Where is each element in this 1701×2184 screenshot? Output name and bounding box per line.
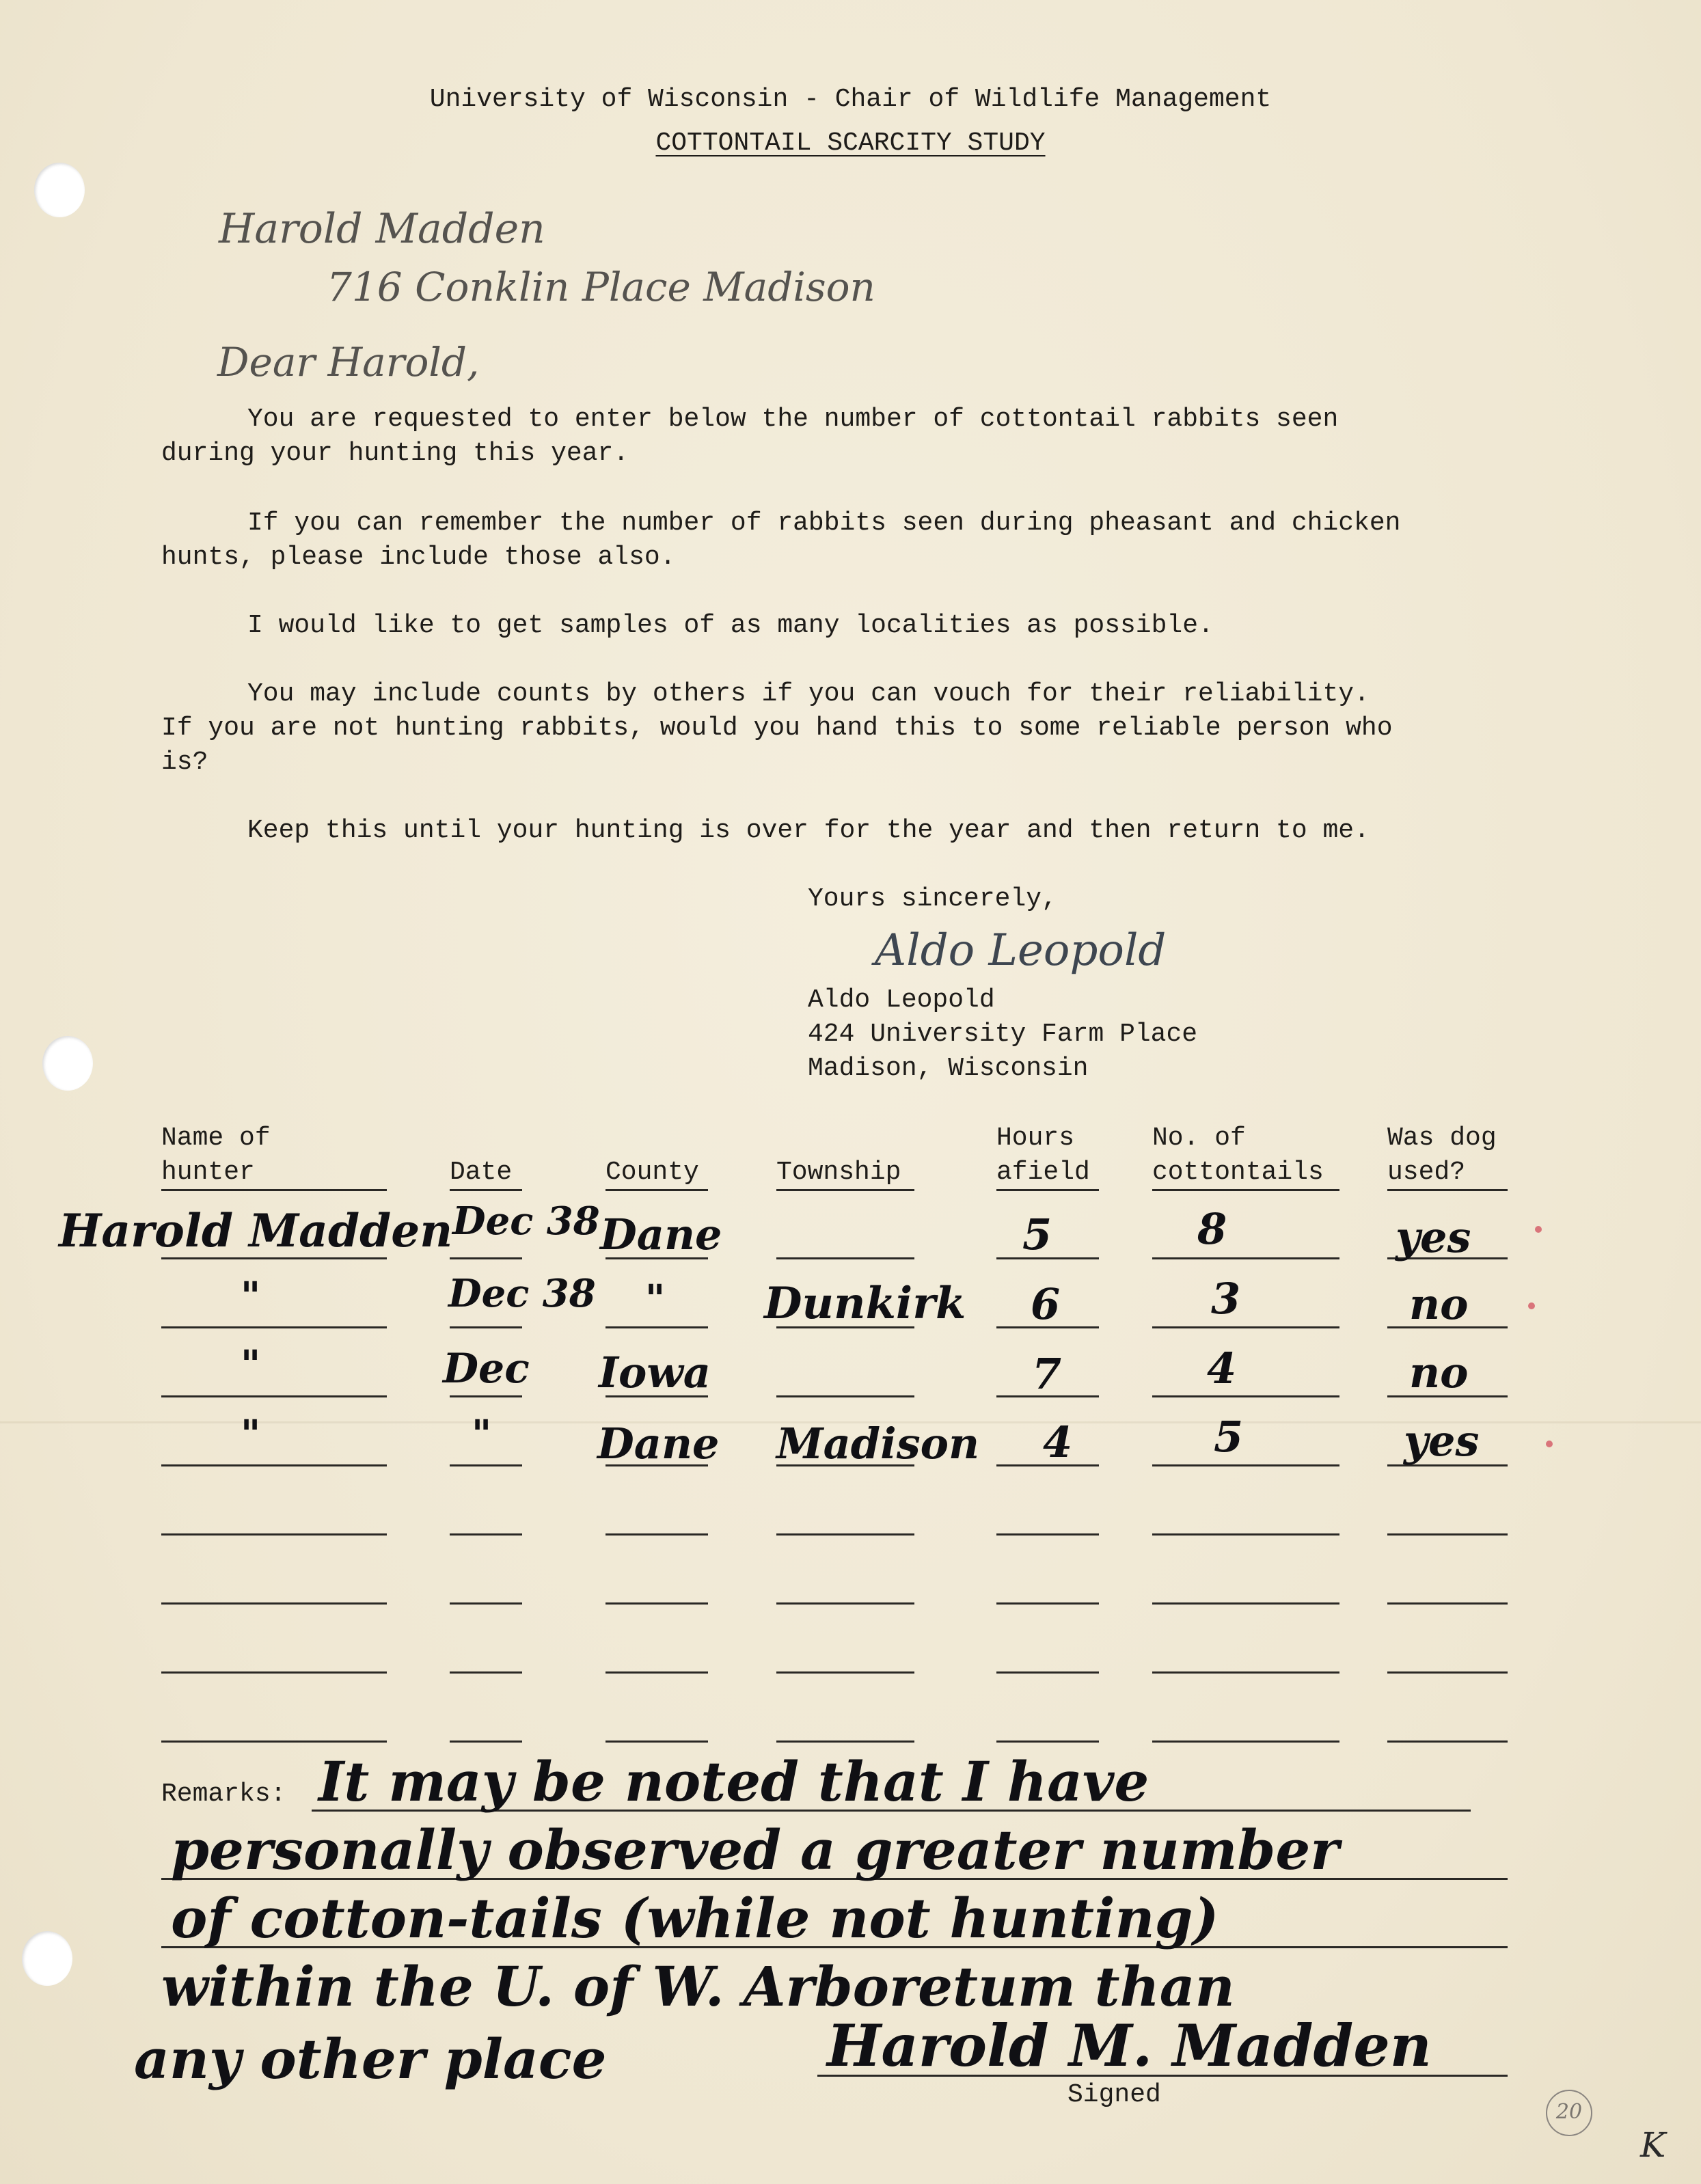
remarks-label: Remarks: bbox=[161, 1779, 286, 1809]
table-blank-line bbox=[161, 1533, 387, 1535]
table-blank-line bbox=[1152, 1464, 1339, 1466]
row-4-township: Madison bbox=[776, 1419, 980, 1469]
addressee-name: Harold Madden bbox=[219, 205, 545, 253]
table-blank-line bbox=[776, 1257, 914, 1259]
table-blank-line bbox=[776, 1602, 914, 1605]
table-blank-line bbox=[1152, 1741, 1339, 1743]
header-rule bbox=[776, 1189, 914, 1191]
red-tick-mark bbox=[1528, 1302, 1535, 1309]
document-title: COTTONTAIL SCARCITY STUDY bbox=[655, 128, 1046, 158]
institution-header: University of Wisconsin - Chair of Wildlife Management bbox=[429, 85, 1272, 114]
header-dog-1: Was dog bbox=[1387, 1123, 1497, 1153]
table-blank-line bbox=[450, 1533, 522, 1535]
table-blank-line bbox=[1152, 1326, 1339, 1328]
sender-name: Aldo Leopold bbox=[808, 985, 995, 1015]
row-4-dog: yes bbox=[1404, 1416, 1480, 1466]
table-blank-line bbox=[605, 1533, 708, 1535]
circled-number: 20 bbox=[1546, 2090, 1592, 2136]
table-blank-line bbox=[1152, 1533, 1339, 1535]
letter-paragraph-4: You may include counts by others if you can vouch for their reliability. bbox=[247, 679, 1370, 709]
table-blank-line bbox=[1152, 1671, 1339, 1674]
table-blank-line bbox=[161, 1395, 387, 1397]
letter-paragraph-2-cont: hunts, please include those also. bbox=[161, 543, 676, 572]
table-blank-line bbox=[161, 1464, 387, 1466]
header-hours-1: Hours bbox=[996, 1123, 1075, 1153]
row-4-date: " bbox=[472, 1412, 492, 1457]
table-blank-line bbox=[161, 1257, 387, 1259]
letter-paragraph-2: If you can remember the number of rabbits seen during pheasant and chicken bbox=[247, 508, 1401, 538]
sender-address-2: Madison, Wisconsin bbox=[808, 1054, 1089, 1083]
table-blank-line bbox=[1387, 1741, 1508, 1743]
table-blank-line bbox=[161, 1741, 387, 1743]
table-blank-line bbox=[161, 1326, 387, 1328]
table-blank-line bbox=[161, 1602, 387, 1605]
punch-hole bbox=[34, 163, 85, 217]
row-3-date: Dec bbox=[443, 1345, 530, 1393]
table-blank-line bbox=[996, 1533, 1099, 1535]
madden-signature: Harold M. Madden bbox=[827, 2012, 1432, 2079]
table-blank-line bbox=[450, 1741, 522, 1743]
table-blank-line bbox=[605, 1326, 708, 1328]
remarks-line-5: any other place bbox=[134, 2027, 607, 2091]
table-blank-line bbox=[605, 1741, 708, 1743]
table-blank-line bbox=[605, 1602, 708, 1605]
table-blank-line bbox=[450, 1395, 522, 1397]
header-name-2: hunter bbox=[161, 1158, 255, 1187]
header-name-1: Name of bbox=[161, 1123, 271, 1153]
row-2-county: " bbox=[645, 1277, 666, 1322]
remarks-line-2: personally observed a greater number bbox=[171, 1818, 1339, 1882]
red-tick-mark bbox=[1535, 1226, 1542, 1233]
row-1-dog: yes bbox=[1396, 1212, 1471, 1262]
row-2-dog: no bbox=[1409, 1279, 1469, 1329]
header-dog-2: used? bbox=[1387, 1158, 1466, 1187]
row-1-date: Dec 38 bbox=[452, 1199, 600, 1244]
row-4-count: 5 bbox=[1214, 1412, 1244, 1462]
signed-label: Signed bbox=[1067, 2080, 1161, 2110]
header-rule bbox=[1152, 1189, 1339, 1191]
row-1-name: Harold Madden bbox=[59, 1204, 453, 1257]
header-date: Date bbox=[450, 1158, 513, 1187]
table-blank-line bbox=[996, 1671, 1099, 1674]
header-rule bbox=[996, 1189, 1099, 1191]
row-3-hours: 7 bbox=[1032, 1349, 1062, 1399]
row-3-dog: no bbox=[1409, 1348, 1469, 1397]
remarks-line-3: of cotton-tails (while not hunting) bbox=[171, 1886, 1219, 1950]
table-blank-line bbox=[776, 1395, 914, 1397]
valediction: Yours sincerely, bbox=[808, 884, 1057, 914]
table-blank-line bbox=[450, 1326, 522, 1328]
addressee-address: 716 Conklin Place Madison bbox=[327, 264, 875, 310]
letter-paragraph-4-end: is? bbox=[161, 748, 208, 777]
table-blank-line bbox=[1387, 1671, 1508, 1674]
table-blank-line bbox=[1152, 1602, 1339, 1605]
salutation: Dear Harold, bbox=[217, 339, 480, 385]
header-count-2: cottontails bbox=[1152, 1158, 1324, 1187]
row-4-name: " bbox=[241, 1412, 261, 1457]
table-blank-line bbox=[605, 1671, 708, 1674]
letter-paragraph-3: I would like to get samples of as many localities as possible. bbox=[247, 611, 1214, 640]
punch-hole bbox=[22, 1931, 72, 1986]
table-blank-line bbox=[450, 1257, 522, 1259]
header-township: Township bbox=[776, 1158, 901, 1187]
row-2-hours: 6 bbox=[1031, 1279, 1061, 1329]
remarks-line-4: within the U. of W. Arboretum than bbox=[161, 1954, 1235, 2019]
header-rule bbox=[161, 1189, 387, 1191]
letter-paragraph-1: You are requested to enter below the number of cottontail rabbits seen bbox=[247, 405, 1339, 434]
header-rule bbox=[450, 1189, 522, 1191]
remarks-line-1: It may be noted that I have bbox=[318, 1749, 1149, 1814]
header-count-1: No. of bbox=[1152, 1123, 1246, 1153]
row-3-name: " bbox=[241, 1342, 261, 1387]
punch-hole bbox=[42, 1036, 93, 1091]
row-2-count: 3 bbox=[1211, 1274, 1241, 1324]
table-blank-line bbox=[776, 1671, 914, 1674]
row-2-name: " bbox=[241, 1274, 261, 1319]
header-hours-2: afield bbox=[996, 1158, 1090, 1187]
table-blank-line bbox=[1387, 1533, 1508, 1535]
red-tick-mark bbox=[1546, 1441, 1553, 1447]
table-blank-line bbox=[996, 1602, 1099, 1605]
header-county: County bbox=[605, 1158, 699, 1187]
row-1-count: 8 bbox=[1197, 1204, 1227, 1254]
table-blank-line bbox=[996, 1741, 1099, 1743]
table-blank-line bbox=[1387, 1602, 1508, 1605]
corner-mark: K bbox=[1640, 2125, 1666, 2165]
table-blank-line bbox=[1152, 1257, 1339, 1259]
table-blank-line bbox=[450, 1671, 522, 1674]
row-2-township: Dunkirk bbox=[764, 1278, 966, 1329]
row-1-hours: 5 bbox=[1022, 1210, 1052, 1259]
letter-paragraph-5: Keep this until your hunting is over for the year and then return to me. bbox=[247, 816, 1370, 845]
table-blank-line bbox=[161, 1671, 387, 1674]
sender-address-1: 424 University Farm Place bbox=[808, 1020, 1198, 1049]
table-blank-line bbox=[776, 1741, 914, 1743]
row-3-count: 4 bbox=[1207, 1343, 1237, 1393]
row-3-county: Iowa bbox=[599, 1348, 711, 1397]
row-1-county: Dane bbox=[600, 1210, 722, 1259]
row-4-county: Dane bbox=[597, 1419, 720, 1469]
row-2-date: Dec 38 bbox=[448, 1271, 596, 1316]
leopold-signature: Aldo Leopold bbox=[875, 925, 1167, 976]
table-blank-line bbox=[450, 1464, 522, 1466]
letter-paragraph-4-cont: If you are not hunting rabbits, would you hand this to some reliable person who bbox=[161, 713, 1393, 743]
row-4-hours: 4 bbox=[1043, 1417, 1073, 1467]
table-blank-line bbox=[1152, 1395, 1339, 1397]
table-blank-line bbox=[450, 1602, 522, 1605]
header-rule bbox=[605, 1189, 708, 1191]
header-rule bbox=[1387, 1189, 1508, 1191]
letter-paragraph-1-cont: during your hunting this year. bbox=[161, 439, 629, 468]
table-blank-line bbox=[776, 1533, 914, 1535]
